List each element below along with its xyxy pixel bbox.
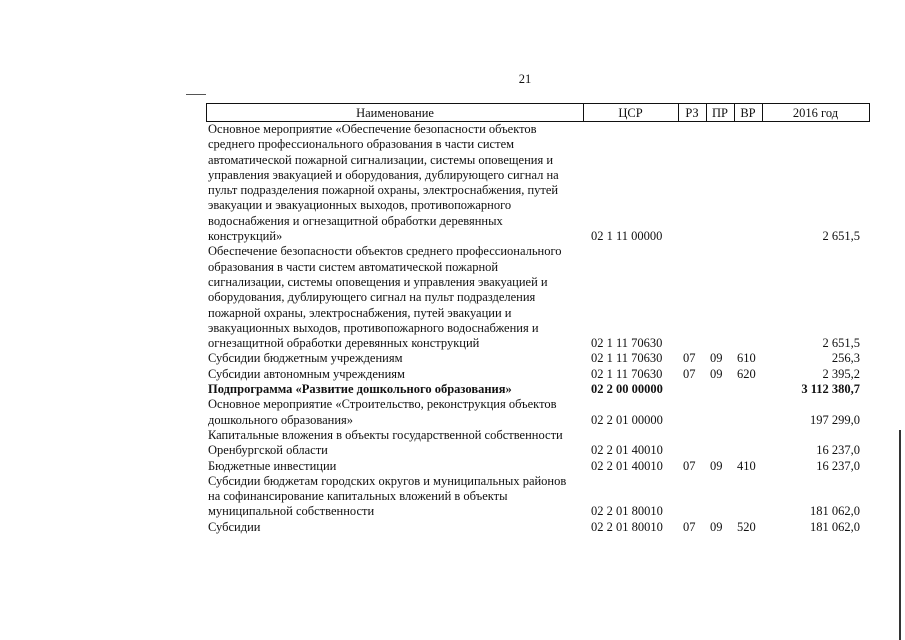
row-name: Подпрограмма «Развитие дошкольного образования» [208,382,512,397]
row-csr: 02 2 01 40010 [591,443,663,458]
row-csr: 02 2 01 80010 [591,504,663,519]
header-year: 2016 год [792,106,839,120]
row-csr: 02 1 11 70630 [591,351,663,366]
row-csr: 02 2 00 00000 [591,382,663,397]
row-pr: 09 [710,519,723,534]
row-pr: 09 [710,366,723,381]
scan-artifact-line [186,94,206,95]
table-row [206,382,868,397]
header-csr: ЦСР [583,104,679,121]
row-name: Субсидии [208,519,261,534]
row-csr: 02 1 11 70630 [591,336,663,351]
row-amount: 181 062,0 [810,519,860,534]
row-csr: 02 1 11 70630 [591,366,663,381]
row-rz: 07 [683,366,696,381]
row-csr: 02 2 01 00000 [591,412,663,427]
table-row [206,397,868,428]
row-name: Капитальные вложения в объекты государственной собственности Оренбургской области [208,427,563,458]
row-name: Субсидии бюджетам городских округов и муниципальных районов на софинансирование капитальных вложений в объекты муниципальной собственности [208,473,567,519]
row-amount: 2 651,5 [822,229,860,244]
row-name: Основное мероприятие «Обеспечение безопасности объектов среднего профессионального образования в части систем автоматической пожарной сигнализации, системы оповещения и управления эвакуацией и оборудования, дублирующего сигнал на пульт подразделения пожарной охраны, электроснабжения, путей эвакуации и эвакуационных выходов, противопожарного водоснабжения и огнезащитной обработки деревянных конструкций» [208,122,559,244]
row-vr: 410 [737,458,756,473]
row-amount: 256,3 [831,351,860,366]
row-rz: 07 [683,458,696,473]
header-rz: РЗ [678,104,707,121]
row-amount: 16 237,0 [816,443,860,458]
scan-artifact-edge [899,430,901,640]
row-amount: 3 112 380,7 [801,382,860,397]
header-name: Наименование [207,104,584,121]
table-row [206,520,868,535]
header-pr: ПР [706,104,735,121]
row-amount: 16 237,0 [816,458,860,473]
page-number: 21 [518,72,532,86]
table-row [206,428,868,459]
row-rz: 07 [683,351,696,366]
table-header [206,103,870,122]
row-name: Основное мероприятие «Строительство, реконструкция объектов дошкольного образования» [208,397,557,427]
table-body [206,122,868,535]
row-amount: 2 395,2 [822,366,860,381]
row-amount: 197 299,0 [810,412,860,427]
table-row [206,459,868,474]
row-name: Субсидии бюджетным учреждениям [208,351,403,366]
table-row [206,351,868,366]
table-row [206,474,868,520]
row-vr: 610 [737,351,756,366]
row-vr: 620 [737,366,756,381]
row-name: Субсидии автономным учреждениям [208,366,405,381]
table-row [206,122,868,244]
row-amount: 181 062,0 [810,504,860,519]
row-csr: 02 2 01 80010 [591,519,663,534]
header-vr: ВР [734,104,763,121]
row-name: Бюджетные инвестиции [208,458,337,473]
row-pr: 09 [710,351,723,366]
row-pr: 09 [710,458,723,473]
table-row [206,244,868,351]
row-csr: 02 2 01 40010 [591,458,663,473]
row-vr: 520 [737,519,756,534]
row-amount: 2 651,5 [822,336,860,351]
row-csr: 02 1 11 00000 [591,229,663,244]
table-row [206,367,868,382]
row-name: Обеспечение безопасности объектов среднего профессионального образования в части систем автоматической пожарной сигнализации, системы оповещения и управления эвакуацией и оборудования, дублирующего сигнал на пульт подразделения пожарной охраны, электроснабжения, путей эвакуации и эвакуационных выходов, противопожарного водоснабжения и огнезащитной обработки деревянных конструкций [208,244,562,351]
row-rz: 07 [683,519,696,534]
